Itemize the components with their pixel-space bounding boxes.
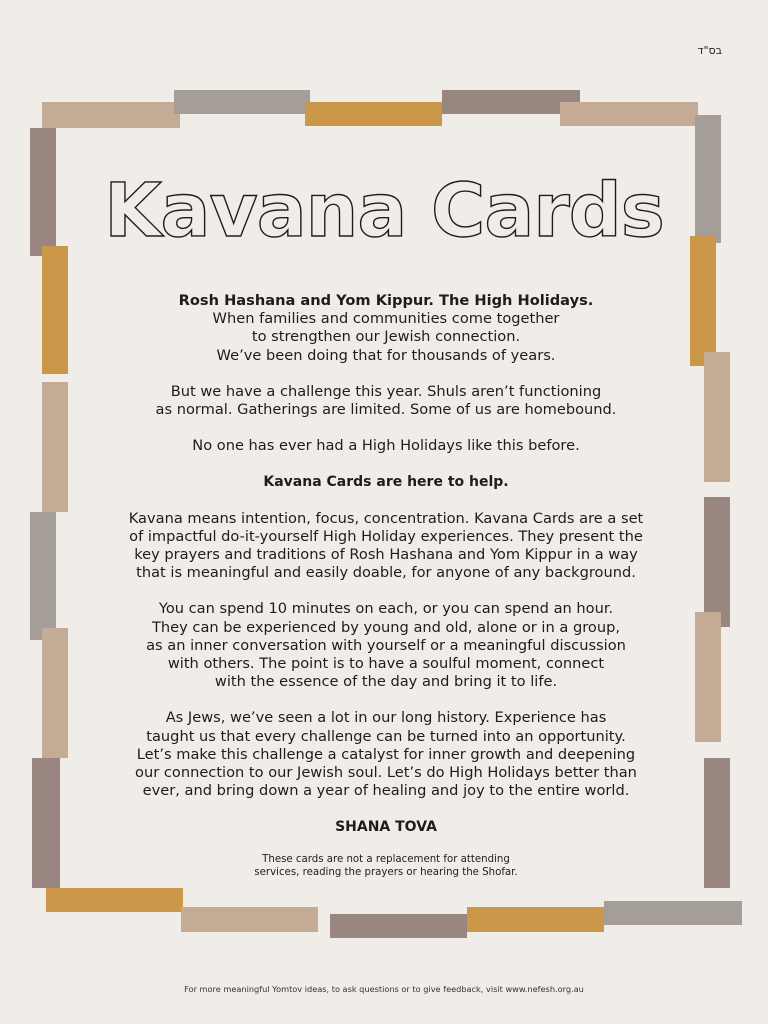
frame-bar: [560, 102, 698, 126]
frame-bar: [42, 628, 68, 758]
meaning-paragraph: Kavana means intention, focus, concentration. Kavana Cards are a set of impactful do-it-yourself High Holiday experiences. They present the key prayers and traditions of Rosh Hashana and Yom Kippur in a way that is meaningful and easily doable, for anyone of any background.: [128, 509, 644, 582]
frame-bar: [604, 901, 742, 925]
intro-text: When families and communities come together to strengthen our Jewish connection. We’ve been doing that for thousands of years.: [212, 310, 560, 364]
frame-bar: [305, 102, 442, 126]
challenge-paragraph: But we have a challenge this year. Shuls aren’t functioning as normal. Gatherings are limited. Some of us are homebound.: [155, 382, 617, 419]
time-paragraph: You can spend 10 minutes on each, or you can spend an hour. They can be experienced by young and old, alone or in a group, as an inner conversation with yourself or a meaningful discussion with others. The point is to have a soulful moment, connect with the essence of the day and bring it to life.: [146, 600, 626, 691]
frame-bar: [32, 758, 60, 888]
frame-bar: [42, 102, 180, 128]
frame-bar: [690, 236, 716, 366]
intro-heading: Rosh Hashana and Yom Kippur. The High Holidays.: [178, 292, 594, 309]
footer-text: For more meaningful Yomtov ideas, to ask questions or to give feedback, visit www.nefesh.org.au: [184, 984, 584, 994]
help-heading: Kavana Cards are here to help.: [263, 474, 509, 491]
closing-heading: SHANA TOVA: [335, 819, 437, 836]
frame-bar: [330, 914, 467, 938]
disclaimer-note: These cards are not a replacement for attending services, reading the prayers or hearing the Shofar.: [254, 853, 518, 879]
frame-bar: [704, 758, 730, 888]
frame-bar: [174, 90, 310, 114]
page-title: Kavana Cards: [104, 168, 664, 254]
frame-bar: [704, 497, 730, 627]
frame-bar: [695, 612, 721, 742]
frame-bar: [181, 907, 318, 932]
body-text: [100, 292, 672, 898]
no-one-paragraph: No one has ever had a High Holidays like this before.: [192, 437, 580, 455]
frame-bar: [30, 512, 56, 640]
frame-bar: [467, 907, 604, 932]
history-paragraph: As Jews, we’ve seen a lot in our long history. Experience has taught us that every challenge can be turned into an opportunity. Let’s make this challenge a catalyst for inner growth and deepening our connection to our Jewish soul. Let’s do High Holidays better than ever, and bring down a year of healing and joy to the entire world.: [135, 709, 637, 800]
frame-bar: [42, 382, 68, 512]
intro-paragraph: [100, 292, 672, 365]
frame-bar: [42, 246, 68, 374]
bsd-header: בס"ד: [697, 44, 722, 57]
frame-bar: [704, 352, 730, 482]
